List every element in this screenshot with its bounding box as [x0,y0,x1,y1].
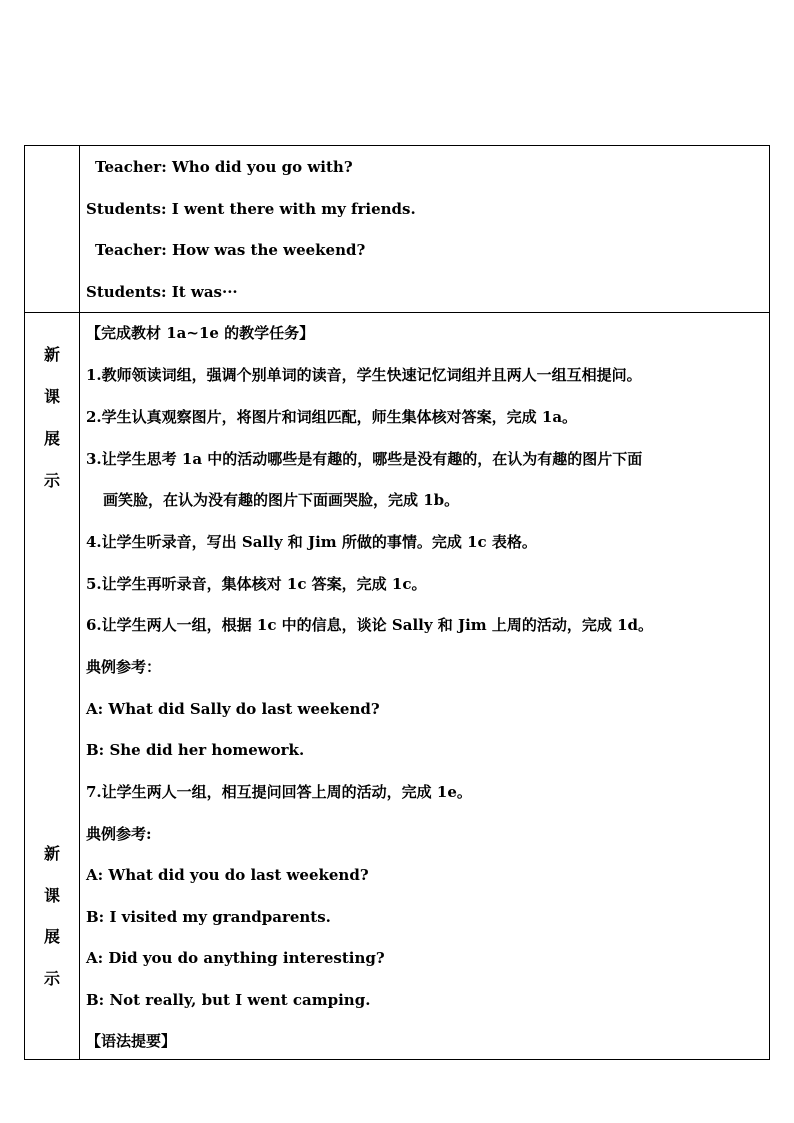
side-label-char: 课 [43,886,60,905]
lesson-table [24,145,770,1060]
grammar-heading: 【语法提要】 [86,1032,177,1050]
side-label-char: 课 [43,387,60,406]
example-line: B: I visited my grandparents. [86,908,331,926]
step-5: 5.让学生再听录音，集体核对 1c 答案，完成 1c。 [86,575,427,593]
column-divider [79,146,80,1059]
row-divider [25,312,769,313]
example-line: A: What did you do last weekend? [86,866,369,884]
example-line: B: Not really, but I went camping. [86,991,371,1009]
step-3-continued: 画笑脸，在认为没有趣的图片下面画哭脸，完成 1b。 [103,491,460,509]
example-line: A: Did you do anything interesting? [86,949,385,967]
example-line: A: What did Sally do last weekend? [86,700,380,718]
side-label-char: 展 [43,429,60,448]
dialogue-line-teacher-2: Teacher: How was the weekend? [95,241,366,259]
step-2: 2.学生认真观察图片，将图片和词组匹配，师生集体核对答案，完成 1a。 [86,408,578,426]
step-6: 6.让学生两人一组，根据 1c 中的信息，谈论 Sally 和 Jim 上周的活动，完成 1d。 [86,616,654,634]
step-4: 4.让学生听录音，写出 Sally 和 Jim 所做的事情。完成 1c 表格。 [86,533,537,551]
section-heading: 【完成教材 1a~1e 的教学任务】 [86,324,315,342]
example-heading-1: 典例参考： [86,658,162,676]
side-label-char: 新 [43,345,60,364]
step-3: 3.让学生思考 1a 中的活动哪些是有趣的，哪些是没有趣的，在认为有趣的图片下面 [86,450,643,468]
side-label-char: 展 [43,927,60,946]
dialogue-line-teacher-1: Teacher: Who did you go with? [95,158,353,176]
example-line: B: She did her homework. [86,741,305,759]
dialogue-line-students-2: Students: It was··· [86,283,238,301]
step-1: 1.教师领读词组，强调个别单词的读音，学生快速记忆词组并且两人一组互相提问。 [86,366,642,384]
side-label-char: 示 [43,471,60,490]
side-label-char: 新 [43,844,60,863]
dialogue-line-students-1: Students: I went there with my friends. [86,200,416,218]
example-heading-2: 典例参考: [86,825,152,843]
side-label-char: 示 [43,969,60,988]
step-7: 7.让学生两人一组，相互提问回答上周的活动，完成 1e。 [86,783,472,801]
